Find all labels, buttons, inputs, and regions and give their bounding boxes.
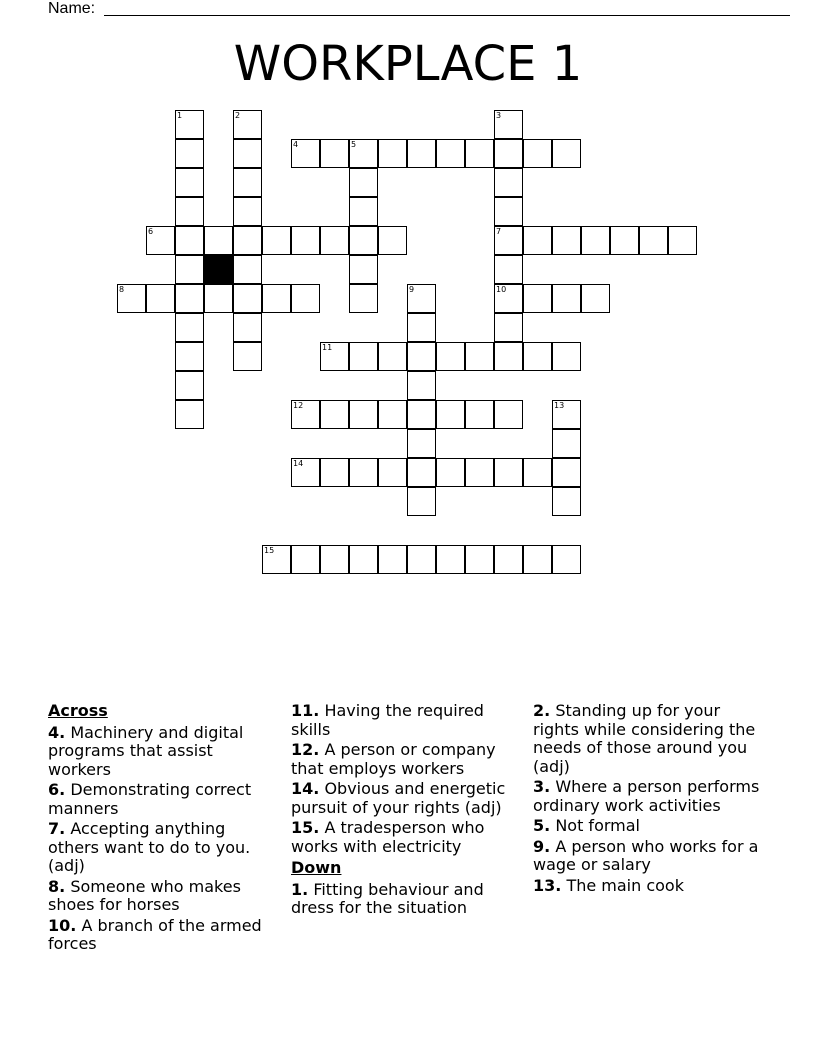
crossword-cell[interactable] — [291, 545, 320, 574]
clue-across-8: 8. Someone who makes shoes for horses — [48, 876, 241, 914]
crossword-cell[interactable] — [494, 226, 523, 255]
crossword-cell[interactable] — [610, 226, 639, 255]
crossword-cell[interactable] — [436, 139, 465, 168]
crossword-cell[interactable] — [291, 400, 320, 429]
crossword-cell[interactable] — [291, 458, 320, 487]
crossword-cell[interactable] — [465, 545, 494, 574]
clue-number: 12 — [293, 401, 304, 410]
crossword-cell[interactable] — [349, 168, 378, 197]
crossword-cell[interactable] — [146, 284, 175, 313]
clue-number: 9 — [409, 285, 415, 294]
crossword-cell[interactable] — [552, 545, 581, 574]
crossword-cell[interactable] — [233, 342, 262, 371]
clue-number: 2 — [235, 111, 241, 120]
crossword-cell[interactable] — [349, 284, 378, 313]
crossword-cell[interactable] — [146, 226, 175, 255]
crossword-cell[interactable] — [407, 284, 436, 313]
crossword-cell[interactable] — [233, 284, 262, 313]
crossword-cell[interactable] — [494, 458, 523, 487]
crossword-cell[interactable] — [233, 139, 262, 168]
crossword-cell[interactable] — [436, 545, 465, 574]
crossword-cell[interactable] — [204, 284, 233, 313]
crossword-cell[interactable] — [465, 400, 494, 429]
clue-across-10: 10. A branch of the armed forces — [48, 915, 262, 953]
crossword-cell[interactable] — [523, 139, 552, 168]
crossword-cell[interactable] — [494, 284, 523, 313]
crossword-cell[interactable] — [407, 139, 436, 168]
crossword-cell[interactable] — [494, 139, 523, 168]
crossword-cell[interactable] — [523, 545, 552, 574]
crossword-cell[interactable] — [291, 139, 320, 168]
clue-across-4: 4. Machinery and digital programs that assist workers — [48, 722, 244, 779]
crossword-cell[interactable] — [494, 313, 523, 342]
crossword-cell[interactable] — [436, 458, 465, 487]
clue-across-7: 7. Accepting anything others want to do to you. (adj) — [48, 819, 251, 875]
crossword-cell[interactable] — [639, 226, 668, 255]
crossword-cell[interactable] — [233, 110, 262, 139]
crossword-cell[interactable] — [349, 139, 378, 168]
crossword-cell[interactable] — [436, 400, 465, 429]
crossword-cell[interactable] — [494, 110, 523, 139]
crossword-cell[interactable] — [175, 226, 204, 255]
clue-number: 14 — [293, 459, 304, 468]
clue-number: 6 — [148, 227, 154, 236]
clue-number: 1 — [177, 111, 183, 120]
crossword-cell[interactable] — [494, 197, 523, 226]
crossword-cell[interactable] — [175, 255, 204, 284]
clue-column-3 — [533, 702, 769, 897]
crossword-cell[interactable] — [494, 400, 523, 429]
crossword-cell[interactable] — [552, 429, 581, 458]
crossword-cell[interactable] — [349, 197, 378, 226]
crossword-cell[interactable] — [378, 400, 407, 429]
crossword-cell[interactable] — [523, 458, 552, 487]
clue-across-14: 14. Obvious and energetic pursuit of your rights (adj) — [291, 779, 506, 817]
crossword-cell[interactable] — [349, 545, 378, 574]
clue-number: 7 — [496, 227, 502, 236]
clue-number: 5 — [351, 140, 357, 149]
crossword-cell[interactable] — [378, 226, 407, 255]
crossword-cell[interactable] — [175, 400, 204, 429]
clue-number: 11 — [322, 343, 333, 352]
crossword-cell[interactable] — [494, 168, 523, 197]
crossword-cell[interactable] — [407, 458, 436, 487]
crossword-cell[interactable] — [378, 139, 407, 168]
crossword-cell[interactable] — [407, 487, 436, 516]
black-square — [204, 255, 233, 284]
crossword-cell[interactable] — [175, 284, 204, 313]
crossword-cell[interactable] — [233, 197, 262, 226]
crossword-cell[interactable] — [581, 284, 610, 313]
crossword-cell[interactable] — [552, 342, 581, 371]
crossword-cell[interactable] — [349, 400, 378, 429]
crossword-cell[interactable] — [320, 226, 349, 255]
crossword-cell[interactable] — [407, 429, 436, 458]
crossword-cell[interactable] — [233, 255, 262, 284]
crossword-cell[interactable] — [436, 342, 465, 371]
crossword-cell[interactable] — [204, 226, 233, 255]
clue-down-1: 1. Fitting behaviour and dress for the situation — [291, 879, 484, 917]
crossword-cell[interactable] — [523, 342, 552, 371]
clue-number: 15 — [264, 546, 275, 555]
crossword-cell[interactable] — [175, 168, 204, 197]
clue-across-11: 11. Having the required skills — [291, 701, 484, 739]
crossword-cell[interactable] — [407, 400, 436, 429]
crossword-cell[interactable] — [262, 545, 291, 574]
crossword-cell[interactable] — [523, 284, 552, 313]
crossword-cell[interactable] — [407, 545, 436, 574]
across-heading: Across — [48, 701, 108, 720]
crossword-cell[interactable] — [320, 458, 349, 487]
crossword-cell[interactable] — [349, 342, 378, 371]
crossword-cell[interactable] — [175, 197, 204, 226]
clue-number: 13 — [554, 401, 565, 410]
clue-number: 10 — [496, 285, 507, 294]
crossword-cell[interactable] — [291, 284, 320, 313]
crossword-cell[interactable] — [378, 458, 407, 487]
crossword-cell[interactable] — [291, 226, 320, 255]
crossword-cell[interactable] — [349, 226, 378, 255]
crossword-cell[interactable] — [465, 458, 494, 487]
crossword-cell[interactable] — [552, 226, 581, 255]
crossword-cell[interactable] — [407, 342, 436, 371]
crossword-cell[interactable] — [552, 487, 581, 516]
crossword-cell[interactable] — [175, 371, 204, 400]
crossword-cell[interactable] — [349, 458, 378, 487]
crossword-cell[interactable] — [523, 226, 552, 255]
crossword-cell[interactable] — [465, 139, 494, 168]
crossword-cell[interactable] — [117, 284, 146, 313]
crossword-cell[interactable] — [668, 226, 697, 255]
crossword-cell[interactable] — [494, 342, 523, 371]
crossword-cell[interactable] — [552, 400, 581, 429]
clue-across-6: 6. Demonstrating correct manners — [48, 780, 252, 818]
clue-number: 4 — [293, 140, 299, 149]
clue-down-2: 2. Standing up for your rights while considering the needs of those around you (adj) — [533, 701, 756, 776]
clue-column-2 — [291, 702, 523, 920]
crossword-cell[interactable] — [320, 139, 349, 168]
crossword-cell[interactable] — [407, 313, 436, 342]
crossword-cell[interactable] — [378, 545, 407, 574]
crossword-cell[interactable] — [175, 139, 204, 168]
crossword-cell[interactable] — [552, 284, 581, 313]
clue-down-13: 13. The main cook — [533, 875, 684, 895]
crossword-cell[interactable] — [407, 371, 436, 400]
clue-down-3: 3. Where a person performs ordinary work activities — [533, 777, 760, 815]
crossword-cell[interactable] — [552, 458, 581, 487]
crossword-cell[interactable] — [494, 545, 523, 574]
crossword-cell[interactable] — [494, 255, 523, 284]
crossword-cell[interactable] — [581, 226, 610, 255]
page-title: WORKPLACE 1 — [233, 36, 583, 92]
crossword-cell[interactable] — [175, 313, 204, 342]
crossword-cell[interactable] — [320, 400, 349, 429]
crossword-cell[interactable] — [349, 255, 378, 284]
crossword-cell[interactable] — [262, 284, 291, 313]
crossword-cell[interactable] — [465, 342, 494, 371]
clue-number: 8 — [119, 285, 125, 294]
crossword-cell[interactable] — [320, 545, 349, 574]
crossword-cell[interactable] — [552, 139, 581, 168]
clue-across-12: 12. A person or company that employs workers — [291, 740, 496, 778]
clue-down-9: 9. A person who works for a wage or salary — [533, 836, 759, 874]
crossword-cell[interactable] — [175, 342, 204, 371]
crossword-cell[interactable] — [233, 313, 262, 342]
crossword-cell[interactable] — [175, 110, 204, 139]
clue-across-15: 15. A tradesperson who works with electricity — [291, 818, 485, 856]
crossword-cell[interactable] — [320, 342, 349, 371]
clue-down-5: 5. Not formal — [533, 816, 640, 835]
crossword-cell[interactable] — [233, 168, 262, 197]
crossword-cell[interactable] — [233, 226, 262, 255]
clue-number: 3 — [496, 111, 502, 120]
crossword-cell[interactable] — [262, 226, 291, 255]
crossword-cell[interactable] — [378, 342, 407, 371]
clue-column-1 — [48, 702, 280, 956]
name-label: Name: — [48, 0, 96, 17]
down-heading: Down — [291, 858, 342, 877]
